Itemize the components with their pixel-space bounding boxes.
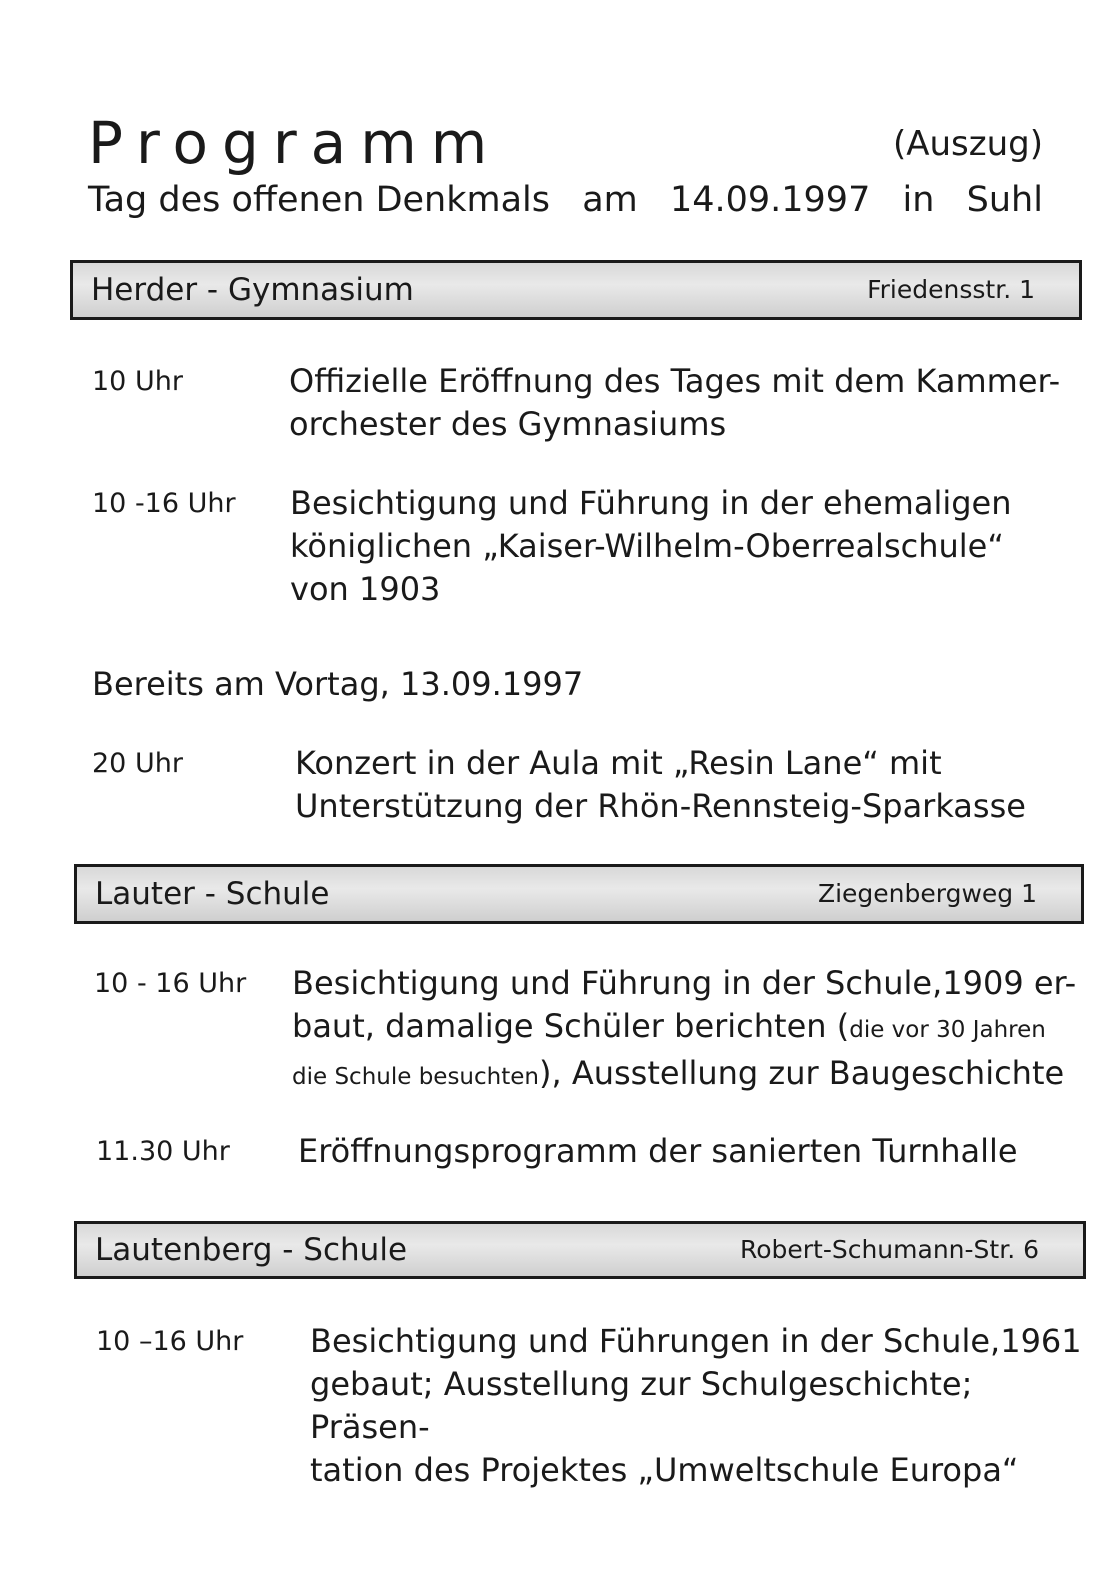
section-name: Lautenberg - Schule: [95, 1232, 408, 1268]
section-name: Herder - Gymnasium: [91, 272, 414, 308]
title-suffix: (Auszug): [892, 124, 1043, 164]
section-address: Friedensstr. 1: [867, 275, 1035, 304]
subtitle: [88, 176, 1043, 224]
entry-text: ), Ausstellung zur Baugeschichte: [538, 1054, 1065, 1092]
entry-time: 11.30 Uhr: [96, 1136, 230, 1167]
entry-line: Besichtigung und Führung in der ehemaligen: [290, 484, 1012, 522]
entry-line: königlichen „Kaiser-Wilhelm-Oberrealschule“: [290, 527, 1004, 565]
entry-description: [310, 1320, 1086, 1492]
entry-line: gebaut; Ausstellung zur Schulgeschichte; Präsen-: [310, 1365, 973, 1446]
program-entry: [92, 360, 1072, 450]
entry-line: [292, 1005, 1076, 1052]
title-row: [88, 108, 1043, 178]
entry-description: [290, 482, 1012, 611]
entry-time: 20 Uhr: [92, 748, 183, 779]
entry-time: 10 -16 Uhr: [92, 488, 236, 519]
entry-text: baut, damalige Schüler berichten (: [292, 1007, 850, 1045]
entry-description: [298, 1130, 1018, 1173]
subtitle-city: Suhl: [966, 180, 1043, 220]
entry-line: Konzert in der Aula mit „Resin Lane“ mit: [295, 744, 942, 782]
entry-line: von 1903: [290, 570, 441, 608]
entry-parenthetical: die Schule besuchten: [292, 1064, 539, 1090]
entry-time: 10 Uhr: [92, 366, 183, 397]
page-title: Programm: [88, 109, 502, 177]
entry-time: 10 –16 Uhr: [96, 1326, 244, 1357]
subtitle-date: 14.09.1997: [669, 180, 871, 220]
section-header-lauter-schule: [74, 864, 1084, 924]
program-entry: [94, 962, 1084, 1094]
entry-description: [289, 360, 1060, 446]
entry-description: [292, 962, 1076, 1099]
section-address: Ziegenbergweg 1: [817, 879, 1037, 908]
section-header-lautenberg-schule: [74, 1221, 1086, 1279]
program-entry: [92, 482, 1072, 614]
section-address: Robert-Schumann-Str. 6: [739, 1235, 1039, 1264]
entry-line: Besichtigung und Führungen in der Schule,1961: [310, 1322, 1082, 1360]
program-entry: [96, 1320, 1086, 1489]
subtitle-am: am: [582, 180, 638, 220]
entry-line: Besichtigung und Führung in der Schule,1909 er-: [292, 964, 1077, 1002]
program-entry: [96, 1130, 1086, 1175]
pre-day-note: Bereits am Vortag, 13.09.1997: [92, 665, 584, 703]
entry-line: orchester des Gymnasiums: [289, 405, 727, 443]
entry-line: [292, 1052, 1076, 1099]
section-name: Lauter - Schule: [95, 876, 330, 912]
entry-line: Offizielle Eröffnung des Tages mit dem Kammer-: [289, 362, 1061, 400]
section-header-herder-gymnasium: [70, 260, 1082, 320]
subtitle-event: Tag des offenen Denkmals: [88, 180, 551, 220]
entry-line: tation des Projektes „Umweltschule Europa“: [310, 1451, 1019, 1489]
entry-description: [295, 742, 1026, 828]
entry-time: 10 - 16 Uhr: [94, 968, 247, 999]
entry-parenthetical: die vor 30 Jahren: [849, 1017, 1046, 1043]
entry-line: Unterstützung der Rhön-Rennsteig-Sparkasse: [295, 787, 1026, 825]
subtitle-in: in: [902, 180, 935, 220]
entry-line: Eröffnungsprogramm der sanierten Turnhalle: [298, 1132, 1018, 1170]
program-entry: [92, 742, 1072, 832]
